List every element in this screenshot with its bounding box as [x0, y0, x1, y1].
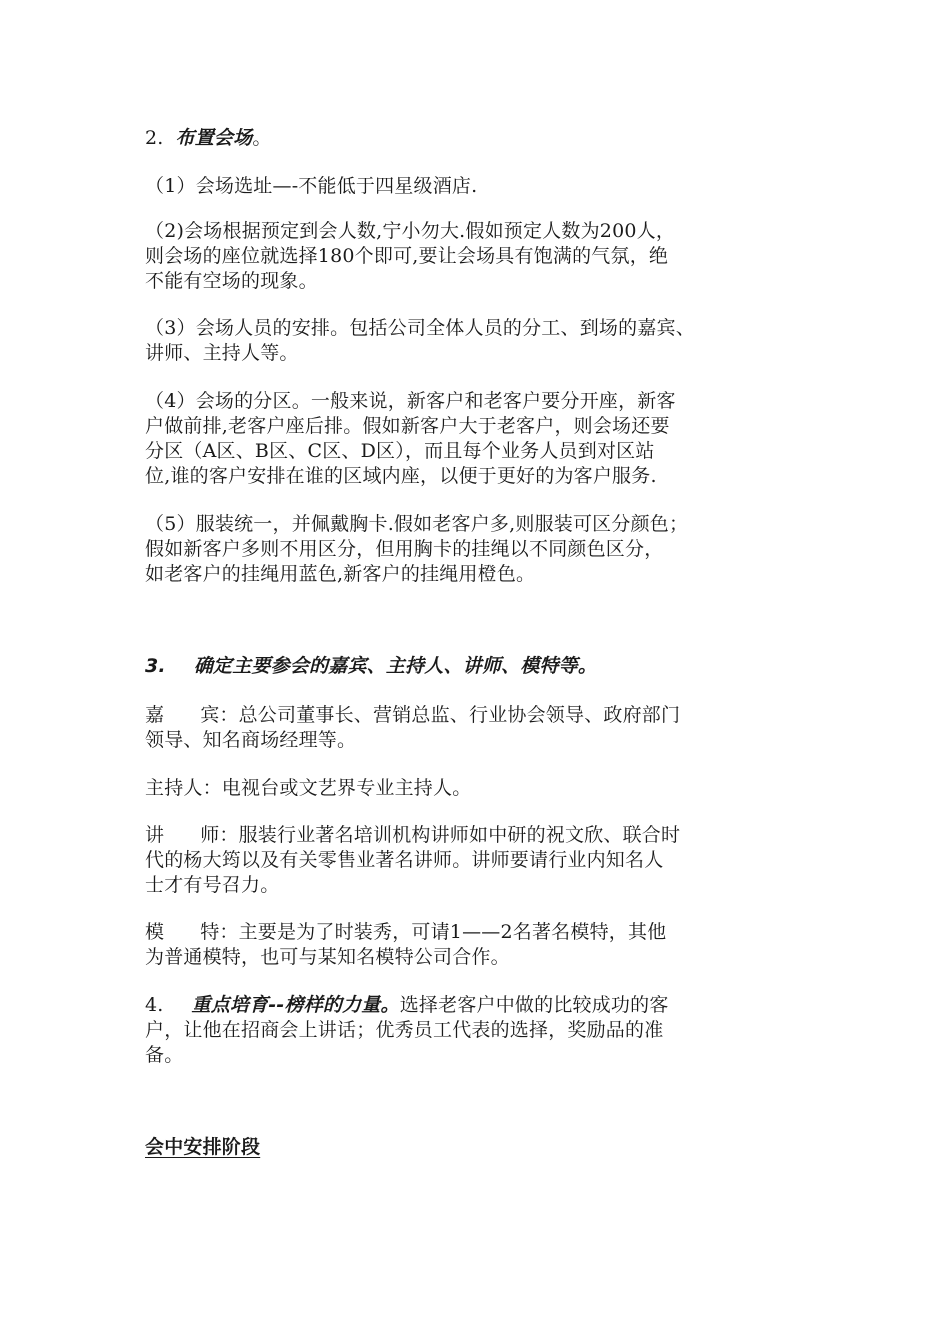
lecturers-text-1: ：服装行业著名培训机构讲师如中研的祝文欣、联合时: [219, 824, 681, 846]
section-2-item-1-line-1: （1）会场选址—-不能低于四星级酒店.: [145, 175, 478, 197]
lecturers-line-1: [145, 823, 680, 847]
models-label-a: 模: [145, 921, 165, 943]
section-2-item-4-line-2: 户做前排,老客户座后排。假如新客户大于老客户，则会场还要: [145, 415, 670, 437]
section-4-text-1: 选择老客户中做的比较成功的客: [399, 994, 669, 1016]
section-2-item-5-line-3: 如老客户的挂绳用蓝色,新客户的挂绳用橙色。: [145, 563, 536, 585]
section-4-number: 4.: [145, 994, 164, 1016]
section-2-item-2-line-3: 不能有空场的现象。: [145, 270, 318, 292]
guests-text-1: ：总公司董事长、营销总监、行业协会领导、政府部门: [219, 704, 681, 726]
guests-label-b: 宾: [200, 704, 220, 726]
section-2-number: 2.: [145, 127, 164, 149]
models-text-1: ：主要是为了时装秀，可请1——2名著名模特，其他: [219, 921, 667, 943]
models-label-b: 特: [200, 921, 220, 943]
section-2-heading: [145, 126, 272, 150]
section-2-item-4-line-3: 分区（A区、B区、C区、D区），而且每个业务人员到对区站: [145, 440, 655, 462]
section-2-item-2-line-1: （2)会场根据预定到会人数,宁小勿大.假如预定人数为200人，: [145, 220, 676, 242]
lecturers-line-2: 代的杨大筠以及有关零售业著名讲师。讲师要请行业内知名人: [145, 849, 664, 871]
guests-line-2: 领导、知名商场经理等。: [145, 729, 357, 751]
section-3-heading: [145, 654, 597, 678]
lecturers-line-3: 士才有号召力。: [145, 874, 280, 896]
guests-label-a: 嘉: [145, 704, 165, 726]
section-2-title-end: 。: [252, 127, 272, 149]
meeting-phase-heading: 会中安排阶段: [145, 1136, 261, 1158]
section-2-item-4-line-4: 位,谁的客户安排在谁的区域内座，以便于更好的为客户服务.: [145, 465, 657, 487]
section-4-title: 重点培育--榜样的力量。: [191, 994, 400, 1016]
lecturers-label-a: 讲: [145, 824, 165, 846]
models-line-2: 为普通模特，也可与某知名模特公司合作。: [145, 946, 510, 968]
models-line-1: [145, 920, 666, 944]
section-2-item-5-line-1: （5）服装统一，并佩戴胸卡.假如老客户多,则服装可区分颜色；: [145, 513, 689, 535]
section-4-line-2: 户，让他在招商会上讲话；优秀员工代表的选择，奖励品的准: [145, 1019, 664, 1041]
section-3-number: 3.: [145, 655, 166, 677]
section-2-item-4-line-1: （4）会场的分区。一般来说，新客户和老客户要分开座，新客: [145, 390, 676, 412]
section-2-item-5-line-2: 假如新客户多则不用区分，但用胸卡的挂绳以不同颜色区分，: [145, 538, 664, 560]
guests-line-1: [145, 703, 680, 727]
section-2-item-2-line-2: 则会场的座位就选择180个即可,要让会场具有饱满的气氛，绝: [145, 245, 669, 267]
section-2-title: 布置会场: [175, 127, 253, 149]
host-line: 主持人：电视台或文艺界专业主持人。: [145, 777, 472, 799]
section-4-line-3: 备。: [145, 1044, 184, 1066]
section-4-line-1: [145, 993, 669, 1017]
section-3-title: 确定主要参会的嘉宾、主持人、讲师、模特等。: [193, 655, 598, 677]
section-2-item-3-line-2: 讲师、主持人等。: [145, 342, 299, 364]
lecturers-label-b: 师: [200, 824, 220, 846]
section-2-item-3-line-1: （3）会场人员的安排。包括公司全体人员的分工、到场的嘉宾、: [145, 317, 695, 339]
